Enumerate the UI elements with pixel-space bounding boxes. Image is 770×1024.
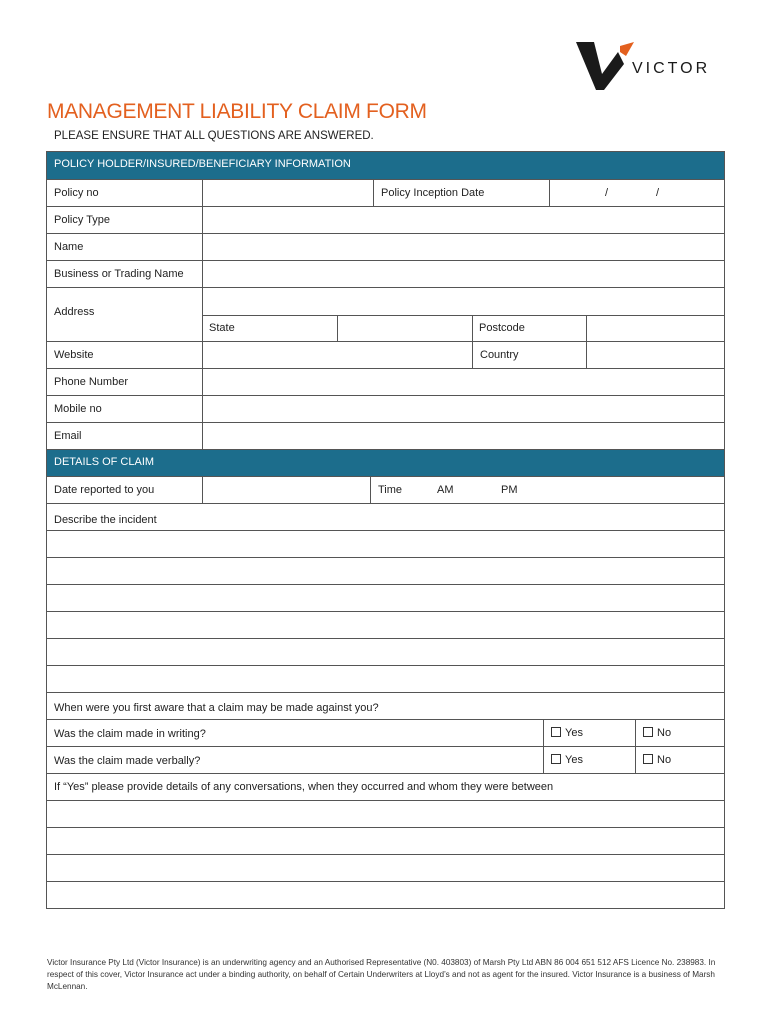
- in-writing-no-option[interactable]: [635, 720, 724, 746]
- describe-incident-label: Describe the incident: [54, 514, 157, 526]
- website-field[interactable]: [202, 342, 472, 368]
- claim-form: [46, 151, 725, 909]
- checkbox-icon[interactable]: [551, 727, 561, 737]
- row-email: [47, 422, 724, 449]
- conversation-line-4[interactable]: [47, 881, 724, 908]
- country-field[interactable]: [586, 342, 724, 368]
- date-slash-1: /: [605, 187, 609, 199]
- address-divider-v2: [472, 315, 473, 342]
- row-name: [47, 233, 724, 260]
- name-label: Name: [54, 241, 84, 253]
- section-claim-details-header: [47, 449, 724, 476]
- checkbox-icon[interactable]: [643, 727, 653, 737]
- row-policy-no: [47, 179, 724, 206]
- conversation-line-2[interactable]: [47, 827, 724, 854]
- section-heading: POLICY HOLDER/INSURED/BENEFICIARY INFORMATION: [54, 158, 351, 170]
- verbally-label: Was the claim made verbally?: [54, 755, 201, 767]
- pm-label: PM: [501, 484, 518, 496]
- date-slash-2: /: [656, 187, 660, 199]
- business-name-label: Business or Trading Name: [54, 268, 184, 280]
- row-mobile: [47, 395, 724, 422]
- website-label: Website: [54, 349, 94, 361]
- incident-line-5[interactable]: [47, 638, 724, 665]
- no-label: No: [657, 727, 672, 739]
- state-label: State: [209, 322, 235, 334]
- checkbox-icon[interactable]: [643, 754, 653, 764]
- am-label: AM: [437, 484, 454, 496]
- email-label: Email: [54, 430, 82, 442]
- row-first-aware[interactable]: [47, 692, 724, 719]
- time-field[interactable]: [370, 477, 724, 503]
- state-field[interactable]: [338, 316, 472, 342]
- date-reported-field[interactable]: [202, 477, 370, 503]
- form-subtitle: PLEASE ENSURE THAT ALL QUESTIONS ARE ANSWERED.: [54, 130, 374, 142]
- time-label: Time: [378, 484, 403, 496]
- row-phone: [47, 368, 724, 395]
- policy-inception-cell: [373, 180, 549, 206]
- policy-no-field[interactable]: [202, 180, 373, 206]
- row-policy-type: [47, 206, 724, 233]
- policy-inception-label: Policy Inception Date: [381, 187, 485, 199]
- verbally-yes-option[interactable]: [543, 747, 635, 773]
- incident-line-4[interactable]: [47, 611, 724, 638]
- row-business-name: [47, 260, 724, 287]
- row-verbally: [47, 746, 724, 773]
- row-address: [47, 287, 724, 341]
- incident-line-3[interactable]: [47, 584, 724, 611]
- policy-type-label: Policy Type: [54, 214, 111, 226]
- in-writing-label: Was the claim made in writing?: [54, 728, 206, 740]
- country-cell: [472, 342, 586, 368]
- in-writing-yes-option[interactable]: [543, 720, 635, 746]
- mobile-field[interactable]: [202, 396, 724, 422]
- postcode-label: Postcode: [479, 322, 525, 334]
- email-field[interactable]: [202, 423, 724, 449]
- yes-label: Yes: [565, 727, 583, 739]
- no-label: No: [657, 754, 672, 766]
- row-if-yes: [47, 773, 724, 800]
- section-heading: DETAILS OF CLAIM: [54, 456, 155, 468]
- conversation-line-1[interactable]: [47, 800, 724, 827]
- policy-inception-date-field[interactable]: [549, 180, 724, 206]
- conversation-line-3[interactable]: [47, 854, 724, 881]
- row-in-writing: [47, 719, 724, 746]
- name-field[interactable]: [202, 234, 724, 260]
- if-yes-label: If “Yes” please provide details of any conversations, when they occurred and whom they were between: [54, 781, 554, 793]
- incident-line-2[interactable]: [47, 557, 724, 584]
- form-title: MANAGEMENT LIABILITY CLAIM FORM: [47, 100, 427, 123]
- footer-disclaimer: Victor Insurance Pty Ltd (Victor Insurance) is an underwriting agency and an Authorised Representative (N0. 403803) of Marsh Pty Ltd ABN 86 004 651 512 AFS Licence No. 238983. In respect of this cover, Victor Insurance act under a binding authority, on behalf of Certain Underwriters at Lloyd’s and not as agent for the insured. Victor Insurance is a business of Marsh McLennan.: [47, 958, 716, 991]
- section-policy-holder-header: [47, 152, 724, 179]
- mobile-label: Mobile no: [54, 403, 102, 415]
- postcode-field[interactable]: [587, 316, 724, 342]
- phone-field[interactable]: [202, 369, 724, 395]
- row-website: [47, 341, 724, 368]
- row-date-reported: [47, 476, 724, 503]
- incident-line-6[interactable]: [47, 665, 724, 692]
- address-label: Address: [54, 306, 95, 318]
- policy-no-label: Policy no: [54, 187, 99, 199]
- business-name-field[interactable]: [202, 261, 724, 287]
- first-aware-label: When were you first aware that a claim may be made against you?: [54, 702, 379, 714]
- incident-line-1[interactable]: [47, 530, 724, 557]
- verbally-no-option[interactable]: [635, 747, 724, 773]
- date-reported-label: Date reported to you: [54, 484, 155, 496]
- brand-name: VICTOR: [632, 60, 711, 77]
- yes-label: Yes: [565, 754, 583, 766]
- checkbox-icon[interactable]: [551, 754, 561, 764]
- phone-label: Phone Number: [54, 376, 128, 388]
- country-label: Country: [480, 349, 519, 361]
- row-describe-incident: [47, 503, 724, 530]
- policy-type-field[interactable]: [202, 207, 724, 233]
